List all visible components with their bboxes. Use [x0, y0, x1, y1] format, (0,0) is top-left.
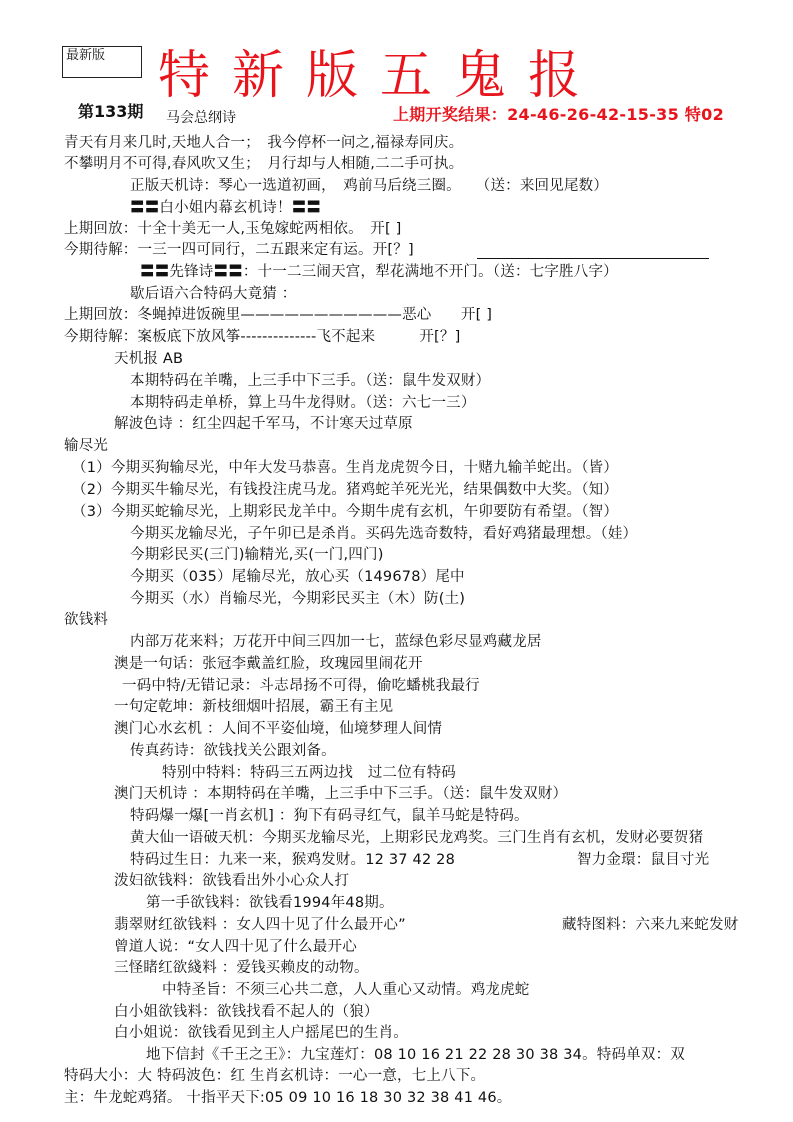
- tianji-line-2: 本期特码走单桥，算上马牛龙得财。（送：六七一三）: [130, 395, 476, 411]
- tianji-line-1: 本期特码在羊嘴，上三手中下三手。（送：鼠牛发双财）: [130, 373, 491, 389]
- desire-line-13: 第一手欲钱料：欲钱看1994年48期。: [146, 895, 394, 911]
- desire-line-18: 白小姐欲钱料：欲钱找看不起人的（狼）: [114, 1004, 379, 1020]
- tianji-heading: 天机报 AB: [114, 351, 184, 367]
- desire-line-7: 特别中特料：特码三五两边找 过二位有特码: [162, 765, 456, 781]
- pending-1: 今期待解：一三一四可同行，二五跟来定有运。开[？]: [64, 242, 414, 258]
- desire-line-15: 曾道人说：“女人四十见了什么最开心: [114, 939, 357, 955]
- lose-item-6: 今期买（035）尾输尽光，放心买（149678）尾中: [130, 569, 465, 585]
- divider-line: [477, 258, 709, 259]
- lose-item-4: 今期买龙输尽光，子午卯已是杀肖。买码先选奇数特，看好鸡猪最理想。（娃）: [130, 526, 638, 542]
- last-result: 上期开奖结果：24-46-26-42-15-35 特02: [393, 105, 725, 124]
- desire-line-8: 澳门天机诗 ：本期特码在羊嘴，上三手中下三手。（送：鼠牛发双财）: [114, 786, 568, 802]
- lose-item-2: （2）今期买牛输尽光，有钱投注虎马龙。猪鸡蛇羊死光光，结果偶数中大奖。（知）: [72, 482, 619, 498]
- riddle-heading: 歇后语六合特码大竟猜 ：: [130, 286, 297, 302]
- desire-line-11: 特码过生日：九来一来，猴鸡发财。12 37 42 28: [130, 852, 456, 868]
- pioneer-poem: 〓〓先锋诗〓〓：十一二三闹天宫，犁花满地不开门。（送：七字胜八字）: [140, 264, 618, 280]
- poem-line-2: 不攀明月不可得,春风吹又生； 月行却与人相随,二二手可执。: [64, 156, 464, 172]
- desire-line-3: 一码中特/无错记录：斗志昂扬不可得，偷吃蟠桃我最行: [122, 678, 480, 694]
- baixiaojie-heading: 〓〓白小姐内幕玄机诗！〓〓: [130, 200, 322, 216]
- section-desire: 欲钱料: [64, 612, 109, 628]
- desire-line-16: 三怪睹红欲綫料 ：爱钱买赖皮的动物。: [114, 960, 369, 976]
- zhengban-poem: 正版天机诗：琴心一选道初画， 鸡前马后绕三圈。 （送：来回见尾数）: [130, 178, 609, 194]
- lose-item-3: （3）今期买蛇输尽光，上期彩民龙羊中。今期牛虎有玄机，午卯要防有希望。（智）: [72, 504, 619, 520]
- desire-line-1: 内部万花来料；万花开中间三四加一七，蓝绿色彩尽显鸡藏龙居: [130, 634, 542, 650]
- desire-line-22: 主：牛龙蛇鸡猪。 十指平天下:05 09 10 16 18 30 32 38 41 46。: [64, 1090, 512, 1106]
- pending-2: 今期待解：案板底下放风筝--------------飞不起来 开[？]: [64, 329, 461, 345]
- desire-line-14b: 藏特图料：六来九来蛇发财: [562, 917, 739, 933]
- desire-line-4: 一句定乾坤：新枝细烟叶招展，霸王有主见: [114, 699, 394, 715]
- desire-line-11b: 智力金環：鼠目寸光: [577, 852, 710, 868]
- desire-line-20: 地下信封《千王之王》：九宝莲灯：08 10 16 21 22 28 30 38 34。特码单双：双: [146, 1047, 685, 1063]
- lose-item-1: （1）今期买狗输尽光，中年大发马恭喜。生肖龙虎贺今日，十赌九输羊蛇出。（皆）: [72, 460, 619, 476]
- poem-line-1: 青天有月来几时,天地人合一； 我今停杯一问之,福禄寿同庆。: [64, 135, 464, 151]
- page-title: 特新版五鬼报: [158, 46, 603, 106]
- desire-line-12: 泼妇欲钱料：欲钱看出外小心众人打: [114, 873, 350, 889]
- desire-line-14: 翡翠财红欲钱料 ：女人四十见了什么最开心”: [114, 917, 406, 933]
- section-lose-all: 输尽光: [64, 438, 109, 454]
- color-poem: 解波色诗 ：红尘四起千军马，不计寒天过草原: [114, 416, 413, 432]
- desire-line-19: 白小姐说：欲钱看见到主人户摇尾巴的生肖。: [114, 1025, 408, 1041]
- edition-badge: 最新版: [62, 46, 142, 78]
- last-replay-1: 上期回放：十全十美无一人,玉兔嫁蛇两相依。 开[ ]: [64, 221, 402, 237]
- desire-line-6: 传真药诗：欲钱找关公跟刘备。: [130, 743, 336, 759]
- desire-line-2: 澳是一句话：张冠李戴盖红脸，玫瑰园里闹花开: [114, 656, 423, 672]
- subtitle: 马会总纲诗: [166, 110, 236, 126]
- lose-item-7: 今期买（水）肖输尽光，今期彩民买主（木）防(土): [130, 591, 466, 607]
- issue-number: 第133期: [78, 102, 144, 121]
- desire-line-9: 特码爆一爆[一肖玄机] ：狗下有码寻红气，鼠羊马蛇是特码。: [130, 808, 529, 824]
- desire-line-17: 中特圣旨：不须三心共二意，人人重心又动情。鸡龙虎蛇: [162, 982, 530, 998]
- desire-line-5: 澳门心水玄机 ：人间不平姿仙境，仙境梦理人间情: [114, 721, 443, 737]
- desire-line-21: 特码大小：大 特码波色：红 生肖玄机诗：一心一意，七上八下。: [64, 1068, 486, 1084]
- last-replay-2: 上期回放：冬蝇掉进饭碗里———————————恶心 开[ ]: [64, 307, 493, 323]
- desire-line-10: 黄大仙一语破天机：今期买龙输尽光，上期彩民龙鸡奖。三门生肖有玄机，发财必要贺猪: [130, 830, 704, 846]
- lose-item-5: 今期彩民买(三门)输精光,买(一门,四门): [130, 547, 384, 563]
